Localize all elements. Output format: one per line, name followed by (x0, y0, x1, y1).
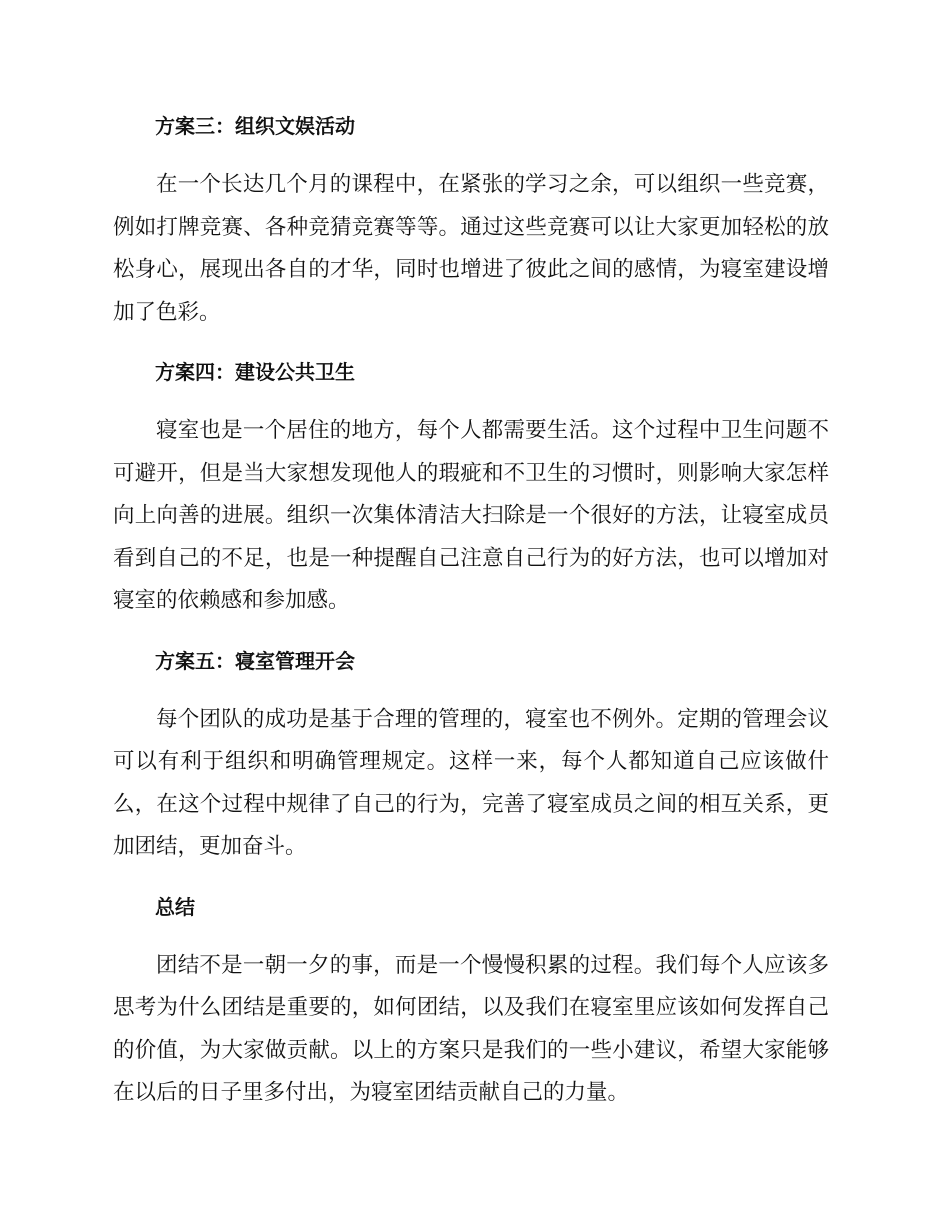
section-heading-plan-four: 方案四：建设公共卫生 (155, 360, 355, 384)
section-heading-plan-three: 方案三：组织文娱活动 (155, 114, 355, 138)
section-heading-summary: 总结 (155, 894, 195, 919)
section-paragraph-summary: 团结不是一朝一夕的事，而是一个慢慢积累的过程。我们每个人应该多思考为什么团结是重要的，如何团结，以及我们在寝室里应该如何发挥自己的价值，为大家做贡献。以上的方案只是我们的一些小建议，希望大家能够在以后的日子里多付出，为寝室团结贡献自己的力量。 (113, 952, 829, 1105)
section-heading-plan-five: 方案五：寝室管理开会 (155, 648, 355, 673)
section-paragraph-plan-four: 寝室也是一个居住的地方，每个人都需要生活。这个过程中卫生问题不可避开，但是当大家想发现他人的瑕疵和不卫生的习惯时，则影响大家怎样向上向善的进展。组织一次集体清洁大扫除是一个很好的方法，让寝室成员看到自己的不足，也是一种提醒自己注意自己行为的好方法，也可以增加对寝室的依赖感和参加感。 (113, 418, 829, 613)
section-paragraph-plan-three: 在一个长达几个月的课程中，在紧张的学习之余，可以组织一些竞赛，例如打牌竞赛、各种竞猜竞赛等等。通过这些竞赛可以让大家更加轻松的放松身心，展现出各自的才华，同时也增进了彼此之间的感情，为寝室建设增加了色彩。 (113, 172, 829, 325)
section-paragraph-plan-five: 每个团队的成功是基于合理的管理的，寝室也不例外。定期的管理会议可以有利于组织和明确管理规定。这样一来，每个人都知道自己应该做什么，在这个过程中规律了自己的行为，完善了寝室成员之间的相互关系，更加团结，更加奋斗。 (113, 706, 829, 859)
